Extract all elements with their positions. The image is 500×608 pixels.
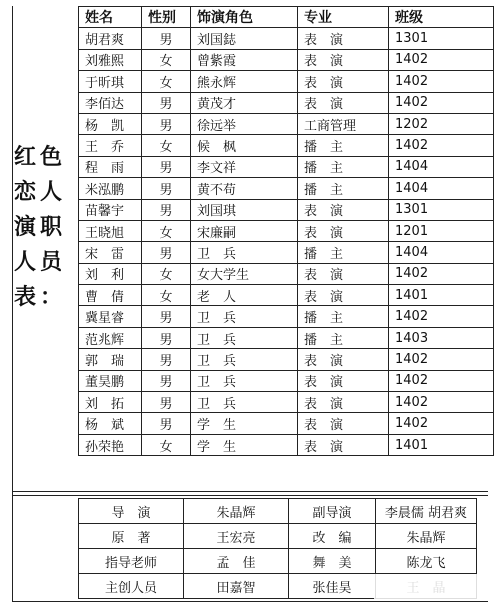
cell-gender: 男 — [142, 242, 191, 263]
table-row — [79, 178, 494, 199]
cell-role: 卫 兵 — [191, 392, 298, 413]
cell-role: 老 人 — [191, 285, 298, 306]
watermark-overlay — [374, 574, 494, 600]
cell-role: 熊永辉 — [191, 71, 298, 92]
cell-major: 表 演 — [298, 220, 389, 241]
cast-table — [78, 6, 494, 456]
cell-role: 刘国鋕 — [191, 28, 298, 49]
cell-major: 表 演 — [298, 28, 389, 49]
cell-name: 曹 倩 — [79, 285, 142, 306]
cell-class: 1403 — [389, 327, 494, 348]
cell-major: 播 主 — [298, 306, 389, 327]
table-row — [79, 549, 477, 574]
side-title-line: 恋人 — [14, 179, 67, 205]
cell-major: 表 演 — [298, 392, 389, 413]
cell-gender: 女 — [142, 49, 191, 70]
table-row — [79, 434, 494, 455]
cell-name: 宋 雷 — [79, 242, 142, 263]
cell-major: 表 演 — [298, 285, 389, 306]
crew-role: 导 演 — [79, 499, 184, 524]
cell-gender: 男 — [142, 370, 191, 391]
cell-class: 1401 — [389, 434, 494, 455]
cell-class: 1402 — [389, 263, 494, 284]
cell-role: 黄茂才 — [191, 92, 298, 113]
cell-name: 杨 凯 — [79, 113, 142, 134]
cell-role: 卫 兵 — [191, 306, 298, 327]
crew-role: 原 著 — [79, 524, 184, 549]
cell-gender: 男 — [142, 156, 191, 177]
section-divider-line — [12, 491, 488, 492]
side-title-line: 红色 — [14, 144, 67, 170]
cell-role: 宋廉嗣 — [191, 220, 298, 241]
cell-class: 1401 — [389, 285, 494, 306]
cell-major: 表 演 — [298, 49, 389, 70]
header-major: 专业 — [298, 7, 389, 28]
table-row — [79, 263, 494, 284]
crew-role: 张佳昊 — [289, 574, 376, 599]
cell-gender: 男 — [142, 28, 191, 49]
table-row — [79, 220, 494, 241]
cell-class: 1402 — [389, 413, 494, 434]
outer-border-bottom — [12, 601, 488, 602]
cell-gender: 男 — [142, 392, 191, 413]
crew-person: 陈龙飞 — [376, 549, 477, 574]
crew-role: 舞 美 — [289, 549, 376, 574]
table-row — [79, 242, 494, 263]
cell-gender: 男 — [142, 178, 191, 199]
cell-gender: 男 — [142, 92, 191, 113]
cell-class: 1402 — [389, 49, 494, 70]
crew-role: 改 编 — [289, 524, 376, 549]
side-title-line: 表： — [14, 284, 67, 310]
cell-major: 播 主 — [298, 135, 389, 156]
table-row — [79, 499, 477, 524]
table-row — [79, 349, 494, 370]
cell-gender: 女 — [142, 220, 191, 241]
crew-person: 朱晶辉 — [184, 499, 289, 524]
table-row — [79, 199, 494, 220]
cell-class: 1404 — [389, 178, 494, 199]
cell-gender: 女 — [142, 434, 191, 455]
cell-major: 表 演 — [298, 92, 389, 113]
cell-gender: 男 — [142, 199, 191, 220]
cell-major: 播 主 — [298, 242, 389, 263]
cell-class: 1402 — [389, 135, 494, 156]
side-title — [14, 140, 76, 315]
cell-major: 表 演 — [298, 434, 389, 455]
cell-name: 杨 斌 — [79, 413, 142, 434]
cell-role: 黄不苟 — [191, 178, 298, 199]
cell-role: 徐远举 — [191, 113, 298, 134]
cell-role: 刘国琪 — [191, 199, 298, 220]
cell-class: 1202 — [389, 113, 494, 134]
crew-person: 王宏亮 — [184, 524, 289, 549]
cell-name: 刘雅熙 — [79, 49, 142, 70]
cell-gender: 男 — [142, 306, 191, 327]
cell-role: 女大学生 — [191, 263, 298, 284]
cell-name: 于昕琪 — [79, 71, 142, 92]
cell-role: 卫 兵 — [191, 327, 298, 348]
cell-class: 1402 — [389, 392, 494, 413]
cell-major: 播 主 — [298, 178, 389, 199]
cell-gender: 男 — [142, 327, 191, 348]
cell-role: 卫 兵 — [191, 349, 298, 370]
cell-class: 1404 — [389, 156, 494, 177]
cell-gender: 男 — [142, 413, 191, 434]
cell-name: 冀星睿 — [79, 306, 142, 327]
table-row — [79, 524, 477, 549]
table-row — [79, 135, 494, 156]
table-row — [79, 113, 494, 134]
cell-major: 表 演 — [298, 199, 389, 220]
table-row — [79, 370, 494, 391]
cell-role: 李文祥 — [191, 156, 298, 177]
cell-name: 王晓旭 — [79, 220, 142, 241]
cell-name: 孙荣艳 — [79, 434, 142, 455]
cell-role: 候 枫 — [191, 135, 298, 156]
cell-name: 李佰达 — [79, 92, 142, 113]
crew-role: 主创人员 — [79, 574, 184, 599]
cell-major: 表 演 — [298, 413, 389, 434]
cell-gender: 女 — [142, 263, 191, 284]
table-row — [79, 28, 494, 49]
cell-role: 学 生 — [191, 413, 298, 434]
cell-class: 1201 — [389, 220, 494, 241]
side-title-line: 演职 — [14, 214, 67, 240]
cell-major: 播 主 — [298, 156, 389, 177]
table-row — [79, 285, 494, 306]
table-row — [79, 156, 494, 177]
header-role: 饰演角色 — [191, 7, 298, 28]
cell-major: 表 演 — [298, 349, 389, 370]
crew-person: 朱晶辉 — [376, 524, 477, 549]
cell-name: 刘 利 — [79, 263, 142, 284]
table-row — [79, 49, 494, 70]
table-row — [79, 392, 494, 413]
table-row — [79, 306, 494, 327]
crew-role: 指导老师 — [79, 549, 184, 574]
cell-name: 苗馨宇 — [79, 199, 142, 220]
cell-class: 1402 — [389, 370, 494, 391]
cell-name: 胡君爽 — [79, 28, 142, 49]
table-row — [79, 327, 494, 348]
cell-major: 工商管理 — [298, 113, 389, 134]
side-title-line: 人员 — [14, 249, 67, 275]
cell-gender: 女 — [142, 285, 191, 306]
section-divider-line — [12, 495, 488, 496]
cell-role: 曾紫霞 — [191, 49, 298, 70]
cell-major: 表 演 — [298, 370, 389, 391]
cast-header-row — [79, 7, 494, 28]
outer-border-left — [12, 6, 13, 602]
cell-name: 王 乔 — [79, 135, 142, 156]
cell-class: 1402 — [389, 306, 494, 327]
cell-name: 米泓鹏 — [79, 178, 142, 199]
cell-major: 表 演 — [298, 71, 389, 92]
cell-class: 1301 — [389, 199, 494, 220]
cell-role: 卫 兵 — [191, 242, 298, 263]
cell-gender: 女 — [142, 135, 191, 156]
cell-class: 1402 — [389, 92, 494, 113]
header-gender: 性别 — [142, 7, 191, 28]
header-class: 班级 — [389, 7, 494, 28]
crew-person: 孟 佳 — [184, 549, 289, 574]
table-row — [79, 71, 494, 92]
cell-name: 范兆辉 — [79, 327, 142, 348]
cell-gender: 男 — [142, 349, 191, 370]
cell-gender: 男 — [142, 113, 191, 134]
cell-role: 卫 兵 — [191, 370, 298, 391]
table-row — [79, 413, 494, 434]
cell-name: 郭 瑞 — [79, 349, 142, 370]
crew-person: 田嘉智 — [184, 574, 289, 599]
cell-class: 1402 — [389, 71, 494, 92]
cell-name: 程 雨 — [79, 156, 142, 177]
cell-name: 刘 拓 — [79, 392, 142, 413]
cell-name: 董昊鹏 — [79, 370, 142, 391]
cell-gender: 女 — [142, 71, 191, 92]
cell-class: 1404 — [389, 242, 494, 263]
cast-table-body — [79, 28, 494, 456]
header-name: 姓名 — [79, 7, 142, 28]
cell-class: 1301 — [389, 28, 494, 49]
cell-role: 学 生 — [191, 434, 298, 455]
cell-class: 1402 — [389, 349, 494, 370]
table-row — [79, 92, 494, 113]
crew-role: 副导演 — [289, 499, 376, 524]
cell-major: 表 演 — [298, 263, 389, 284]
crew-person: 李晨儒 胡君爽 — [376, 499, 477, 524]
cell-major: 播 主 — [298, 327, 389, 348]
